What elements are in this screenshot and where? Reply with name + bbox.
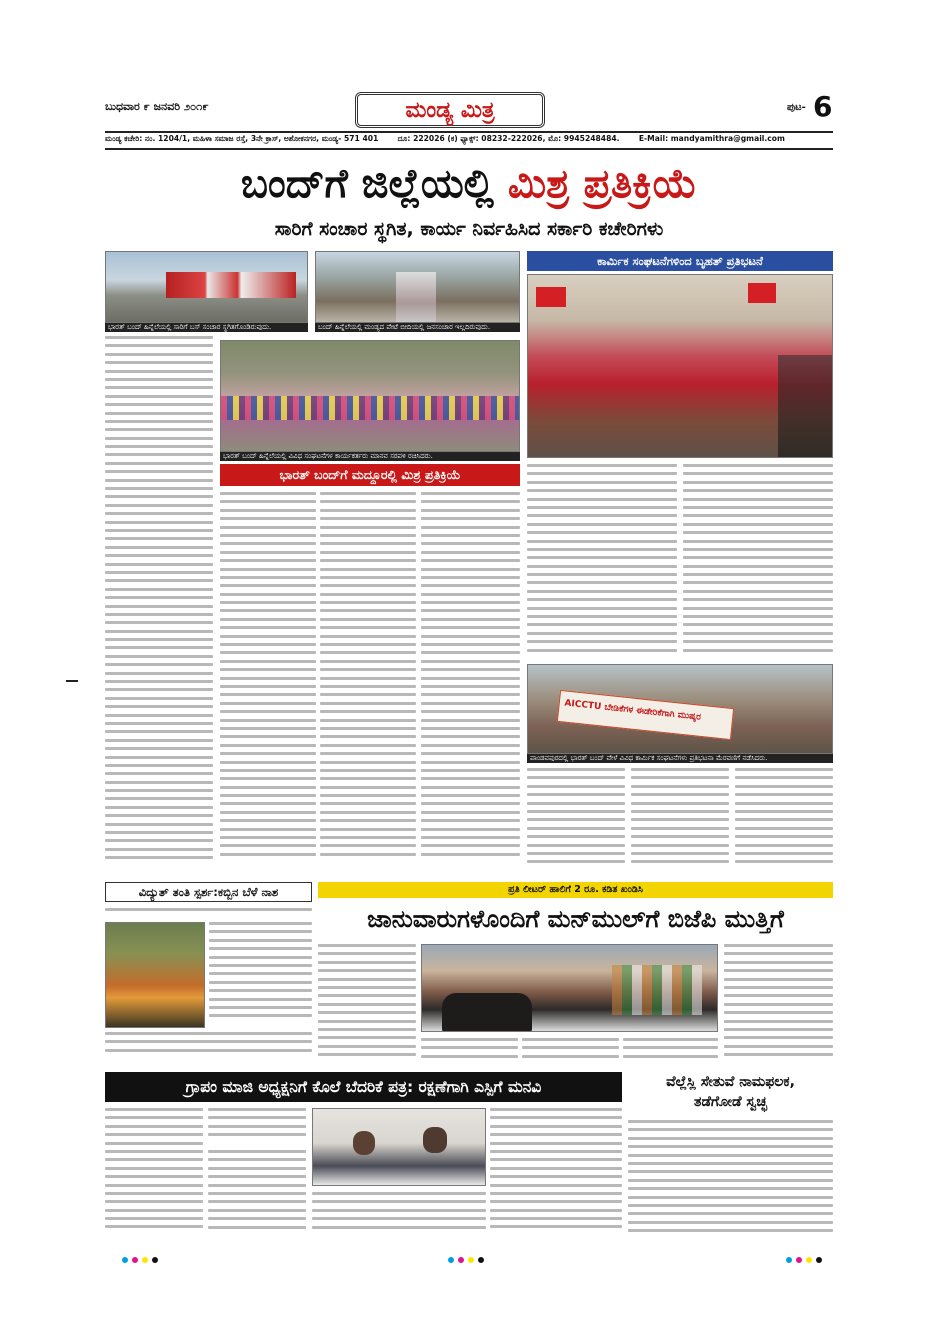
office-email: E-Mail: mandyamithra@gmail.com <box>638 134 785 143</box>
story5-col1 <box>628 1120 833 1242</box>
story3-headline: ವಿದ್ಯುತ್ ತಂತಿ ಸ್ಪರ್ಶ:ಕಬ್ಬಿನ ಬೆಳೆ ನಾಶ <box>105 882 312 902</box>
lead-lower-col3 <box>735 768 833 876</box>
maddur-col2 <box>320 492 416 874</box>
lead-story-col1 <box>105 336 213 876</box>
story2-kicker: ಪ್ರತಿ ಲೀಟರ್ ಹಾಲಿಗೆ 2 ರೂ. ಕಡಿತ ಖಂಡಿಸಿ <box>318 882 833 898</box>
story4-col3 <box>490 1108 622 1242</box>
header-bar <box>105 92 833 130</box>
masthead: ಮಂಡ್ಯ ಮಿತ್ರ <box>355 92 545 128</box>
human-chain-caption: ಭಾರತ್ ಬಂದ್ ಹಿನ್ನೆಲೆಯಲ್ಲಿ ವಿವಿಧ ಸಂಘಟನೆಗಳ ಕಾರ್ಯಕರ್ತರು ಮಾನವ ಸರಪಳಿ ರಚಿಸಿದರು. <box>220 452 520 461</box>
contact-strip <box>105 134 833 146</box>
office-phone: ದೂ: 222026 (ಕ) ಫ್ಯಾಕ್ಸ್: 08232-222026, ಮೊ: 9945248484. <box>397 134 620 143</box>
lead-lower-col1 <box>527 768 625 876</box>
workers-col2 <box>683 464 833 660</box>
maddur-col3 <box>421 492 520 874</box>
story5-headline-line1: ವೆಲ್ಲೆಸ್ಲಿ ಸೇತುವೆ ನಾಮಫಲಕ, <box>666 1074 795 1090</box>
banner-rally-photo <box>527 664 833 754</box>
street-photo <box>315 251 520 323</box>
story4-col1 <box>105 1108 203 1242</box>
margin-mark <box>66 680 78 682</box>
street-caption: ಬಂದ್ ಹಿನ್ನೆಲೆಯಲ್ಲಿ ಮಂಡ್ಯದ ಪೇಟೆ ಬೀದಿಯಲ್ಲಿ ಜನಸಂಚಾರ ಇಲ್ಲದಿರುವುದು. <box>315 323 520 332</box>
workers-col1 <box>527 464 677 660</box>
header-rule <box>105 131 833 133</box>
office-address: ಮಂಡ್ಯ ಕಚೇರಿ: ನಂ. 1204/1, ಮಹಿಳಾ ಸಮಾಜ ರಸ್ತೆ, 3ನೇ ಕ್ರಾಸ್, ಅಶೋಕನಗರ, ಮಂಡ್ಯ- 571 401 <box>105 134 379 143</box>
story2-col5 <box>724 944 833 1068</box>
story3-intro <box>105 908 312 918</box>
story5-headline-line2: ತಡೆಗೋಡೆ ಸ್ವಚ್ಛ <box>694 1094 767 1110</box>
story4-col2 <box>208 1108 306 1144</box>
registration-dots-right <box>784 1248 824 1267</box>
banner-rally-caption: ಪಾಂಡವಪುರದಲ್ಲಿ ಭಾರತ್ ಬಂದ್ ವೇಳೆ ವಿವಿಧ ಕಾರ್ಮಿಕ ಸಂಘಟನೆಗಳು ಪ್ರತಿಭಟನಾ ಮೆರವಣಿಗೆ ನಡೆಸಿದರು. <box>527 754 833 763</box>
story2-col4 <box>623 1038 718 1068</box>
story2-col3 <box>522 1038 619 1068</box>
maddur-col1 <box>220 492 316 874</box>
story4-col5 <box>312 1192 486 1242</box>
story2-headline: ಜಾನುವಾರುಗಳೊಂದಿಗೆ ಮನ್‌ಮುಲ್‌ಗೆ ಬಿಜೆಪಿ ಮುತ್ತಿಗೆ <box>367 905 784 933</box>
rally-banner-text: AICCTU ಬೇಡಿಕೆಗಳ ಈಡೇರಿಕೆಗಾಗಿ ಮುಷ್ಕರ <box>563 698 702 723</box>
registration-dots-left <box>120 1248 160 1267</box>
story2-col2 <box>421 1038 518 1068</box>
maddur-headline: ಭಾರತ್ ಬಂದ್‌ಗೆ ಮದ್ದೂರಲ್ಲಿ ಮಿಶ್ರ ಪ್ರತಿಕ್ರಿಯೆ <box>220 464 520 486</box>
story3-col2 <box>105 1032 312 1062</box>
story5-headline <box>628 1072 833 1116</box>
registration-dots-center <box>446 1248 486 1267</box>
cattle-protest-photo <box>421 944 718 1032</box>
lead-subhead: ಸಾರಿಗೆ ಸಂಚಾರ ಸ್ಥಗಿತ, ಕಾರ್ಯ ನಿರ್ವಹಿಸಿದ ಸರ್ಕಾರಿ ಕಚೇರಿಗಳು <box>274 218 664 240</box>
lead-headline-black: ಬಂದ್‌ಗೆ ಜಿಲ್ಲೆಯಲ್ಲಿ <box>240 161 494 207</box>
lead-lower-col2 <box>631 768 729 876</box>
lead-headline-red: ಮಿಶ್ರ ಪ್ರತಿಕ್ರಿಯೆ <box>507 161 698 207</box>
page-label: ಪುಟ- <box>787 102 806 113</box>
press-meet-photo <box>312 1108 486 1186</box>
lead-headline <box>105 156 833 212</box>
story4-col4 <box>208 1150 306 1242</box>
sugarcane-fire-photo <box>105 922 205 1028</box>
bus-depot-caption: ಭಾರತ್ ಬಂದ್ ಹಿನ್ನೆಲೆಯಲ್ಲಿ ಸಾರಿಗೆ ಬಸ್ ಸಂಚಾರ ಸ್ಥಗಿತಗೊಂಡಿರುವುದು. <box>105 323 308 332</box>
issue-date: ಬುಧವಾರ ೯ ಜನವರಿ ೨೦೧೯ <box>105 100 209 113</box>
workers-headline: ಕಾರ್ಮಿಕ ಸಂಘಟನೆಗಳಿಂದ ಬೃಹತ್ ಪ್ರತಿಭಟನೆ <box>527 251 833 271</box>
workers-rally-photo <box>527 274 833 458</box>
story3-col1 <box>209 922 312 1028</box>
page-number: 6 <box>813 90 833 123</box>
contact-rule <box>105 148 833 150</box>
story2-col1 <box>318 944 416 1068</box>
story4-headline: ಗ್ರಾಪಂ ಮಾಜಿ ಅಧ್ಯಕ್ಷನಿಗೆ ಕೊಲೆ ಬೆದರಿಕೆ ಪತ್ರ: ರಕ್ಷಣೆಗಾಗಿ ಎಸ್ಪಿಗೆ ಮನವಿ <box>105 1072 622 1102</box>
human-chain-photo <box>220 340 520 452</box>
bus-depot-photo <box>105 251 308 323</box>
